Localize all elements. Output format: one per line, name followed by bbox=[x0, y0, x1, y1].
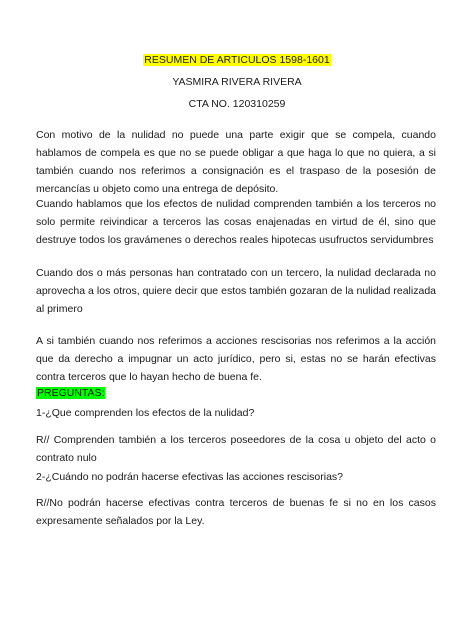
paragraph: A si también cuando nos referimos a acciones rescisorias nos referimos a la acción que da derecho a impugnar un acto jurídico, pero si, estas no se harán efectivas contra terceros que lo hayan hecho de buena fe. bbox=[36, 335, 436, 383]
question: 1-¿Que comprenden los efectos de la nulidad? bbox=[36, 407, 255, 419]
paragraph: Cuando hablamos que los efectos de nulidad comprenden también a los terceros no solo permite reivindicar a terceros las cosas enajenadas en virtud de él, sino que destruye todos los gravámenes o derechos reales hipotecas usufructos servidumbres bbox=[36, 198, 436, 246]
answer: R//No podrán hacerse efectivas contra terceros de buenas fe si no en los casos expresamente señalados por la Ley. bbox=[36, 497, 436, 527]
questions-heading: PREGUNTAS: bbox=[37, 387, 105, 399]
author-name: YASMIRA RIVERA RIVERA bbox=[172, 76, 302, 88]
paragraph: Cuando dos o más personas han contratado con un tercero, la nulidad declarada no aprovecha a los otros, quiere decir que estos también gozaran de la nulidad realizada al primero bbox=[36, 267, 436, 315]
question: 2-¿Cuándo no podrán hacerse efectivas las acciones rescisorias? bbox=[36, 471, 343, 483]
account-number: CTA NO. 120310259 bbox=[188, 98, 286, 110]
paragraph: Con motivo de la nulidad no puede una parte exigir que se compela, cuando hablamos de compela es que no se puede obligar a que haga lo que no quiera, a si también cuando nos referimos a consignación es el traspaso de la posesión de mercancías u objeto como una entrega de depósito. bbox=[36, 129, 436, 195]
questions-heading-line bbox=[36, 384, 436, 402]
answer: R// Comprenden también a los terceros poseedores de la cosa u objeto del acto o contrato nulo bbox=[36, 434, 436, 464]
document-title-line bbox=[0, 54, 474, 67]
document-title: RESUMEN DE ARTICULOS 1598-1601 bbox=[144, 54, 330, 66]
